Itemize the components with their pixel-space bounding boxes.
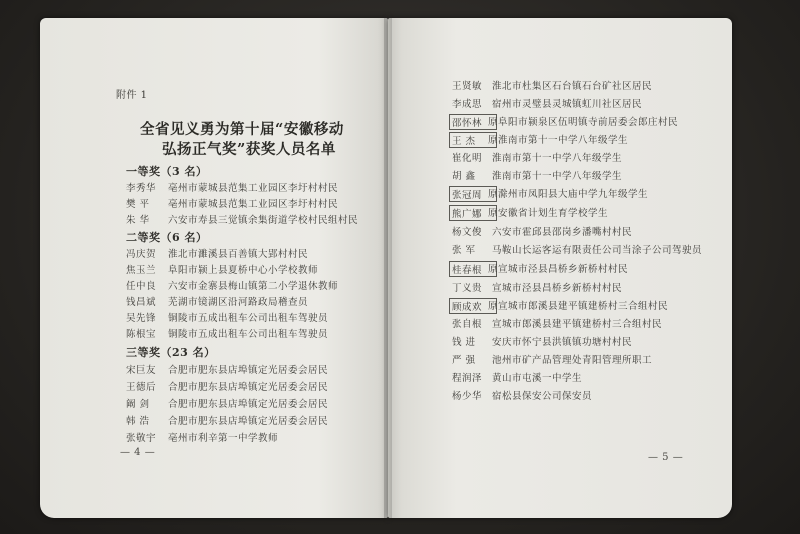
list-item-name-boxed: 邵怀林 bbox=[449, 114, 497, 130]
list-item-desc: 芜湖市镜湖区沿河路政局稽查员 bbox=[168, 297, 309, 308]
list-item-desc: 宣城市泾县昌桥乡新桥村村民 bbox=[492, 283, 623, 294]
document-title-line2: 弘扬正气奖”获奖人员名单 bbox=[162, 141, 336, 158]
list-item-name-boxed: 张冠周 bbox=[449, 186, 497, 202]
list-item-name: 张自根 bbox=[452, 319, 483, 330]
list-item-desc: 淮北市杜集区石台镇石台矿社区居民 bbox=[492, 81, 653, 92]
list-item-name: 崔化明 bbox=[452, 153, 483, 164]
document-title-line1: 全省见义勇为第十届“安徽移动 bbox=[140, 121, 344, 138]
third-prize-heading: 三等奖（23 名） bbox=[126, 346, 216, 359]
list-item-name-boxed: 桂春根 bbox=[449, 261, 497, 277]
list-item-name: 吴先锋 bbox=[126, 313, 157, 324]
list-item-name: 王德后 bbox=[126, 382, 157, 393]
list-item-desc: 合肥市肥东县店埠镇定光居委会居民 bbox=[168, 416, 329, 427]
list-item-desc: 马鞍山长运客运有限责任公司当涂子公司驾驶员 bbox=[492, 245, 703, 256]
list-item-name: 阚 剑 bbox=[126, 399, 150, 410]
list-item-desc: 安庆市怀宁县洪镇镇功塘村村民 bbox=[492, 337, 633, 348]
list-item-name: 丁义贵 bbox=[452, 283, 483, 294]
list-item-name: 李秀华 bbox=[126, 183, 157, 194]
list-item-name: 朱 华 bbox=[126, 215, 150, 226]
list-item-desc: 合肥市肥东县店埠镇定光居委会居民 bbox=[168, 382, 329, 393]
list-item-name: 冯庆贺 bbox=[126, 249, 157, 260]
list-item-name: 杨文俊 bbox=[452, 227, 483, 238]
list-item-name: 张敬宇 bbox=[126, 433, 157, 444]
list-item-desc: 淮北市濉溪县百善镇大郢村村民 bbox=[168, 249, 309, 260]
list-item-name: 钱昌斌 bbox=[126, 297, 157, 308]
list-item-desc: 黄山市屯溪一中学生 bbox=[492, 373, 583, 384]
list-item-desc: 池州市矿产品管理处青阳管理所职工 bbox=[492, 355, 653, 366]
list-item-desc: 原滁州市凤阳县大庙中学九年级学生 bbox=[488, 189, 649, 200]
list-item-desc: 亳州市蒙城县范集工业园区李圩村村民 bbox=[168, 199, 339, 210]
list-item-desc: 宣城市郎溪县建平镇建桥村三合组村民 bbox=[492, 319, 663, 330]
list-item-name-boxed: 顾成欢 bbox=[449, 298, 497, 314]
list-item-name: 李成思 bbox=[452, 99, 483, 110]
list-item-desc: 原安徽省计划生育学校学生 bbox=[488, 208, 609, 219]
list-item-name: 任中良 bbox=[126, 281, 157, 292]
list-item-name-boxed: 王 杰 bbox=[449, 132, 497, 148]
list-item-name: 胡 鑫 bbox=[452, 171, 476, 182]
list-item-name: 陈根宝 bbox=[126, 329, 157, 340]
book-spine bbox=[384, 18, 392, 518]
list-item-name: 杨少华 bbox=[452, 391, 483, 402]
list-item-name-boxed: 熊广娜 bbox=[449, 205, 497, 221]
list-item-desc: 六安市金寨县梅山镇第二小学退休教师 bbox=[168, 281, 339, 292]
list-item-desc: 原宣城市郎溪县建平镇建桥村三合组村民 bbox=[488, 301, 669, 312]
list-item-desc: 合肥市肥东县店埠镇定光居委会居民 bbox=[168, 365, 329, 376]
list-item-name: 王贤敏 bbox=[452, 81, 483, 92]
list-item-desc: 宿松县保安公司保安员 bbox=[492, 391, 593, 402]
list-item-desc: 原淮南市第十一中学八年级学生 bbox=[488, 135, 629, 146]
list-item-name: 焦玉兰 bbox=[126, 265, 157, 276]
list-item-desc: 铜陵市五成出租车公司出租车驾驶员 bbox=[168, 313, 329, 324]
list-item-desc: 铜陵市五成出租车公司出租车驾驶员 bbox=[168, 329, 329, 340]
second-prize-heading: 二等奖（6 名） bbox=[126, 231, 208, 244]
list-item-name: 宋巨友 bbox=[126, 365, 157, 376]
list-item-name: 程润泽 bbox=[452, 373, 483, 384]
list-item-name: 严 强 bbox=[452, 355, 476, 366]
list-item-name: 张 军 bbox=[452, 245, 476, 256]
list-item-name: 钱 进 bbox=[452, 337, 476, 348]
list-item-desc: 淮南市第十一中学八年级学生 bbox=[492, 171, 623, 182]
list-item-desc: 亳州市利辛第一中学教师 bbox=[168, 433, 279, 444]
page-number-left: — 4 — bbox=[120, 447, 156, 458]
list-item-desc: 宿州市灵璧县灵城镇虹川社区居民 bbox=[492, 99, 643, 110]
attachment-label: 附件 1 bbox=[116, 90, 148, 101]
page-number-right: — 5 — bbox=[648, 452, 684, 463]
list-item-desc: 阜阳市颍上县夏桥中心小学校教师 bbox=[168, 265, 319, 276]
list-item-desc: 合肥市肥东县店埠镇定光居委会居民 bbox=[168, 399, 329, 410]
list-item-desc: 六安市寿县三觉镇余集街道学校村民组村民 bbox=[168, 215, 359, 226]
first-prize-heading: 一等奖（3 名） bbox=[126, 165, 208, 178]
list-item-name: 韩 浩 bbox=[126, 416, 150, 427]
list-item-desc: 亳州市蒙城县范集工业园区李圩村村民 bbox=[168, 183, 339, 194]
list-item-desc: 原阜阳市颍泉区伍明镇寺前居委会郎庄村民 bbox=[488, 117, 679, 128]
list-item-desc: 淮南市第十一中学八年级学生 bbox=[492, 153, 623, 164]
list-item-name: 樊 平 bbox=[126, 199, 150, 210]
list-item-desc: 原宣城市泾县昌桥乡新桥村村民 bbox=[488, 264, 629, 275]
list-item-desc: 六安市霍邱县邵岗乡潘嘴村村民 bbox=[492, 227, 633, 238]
